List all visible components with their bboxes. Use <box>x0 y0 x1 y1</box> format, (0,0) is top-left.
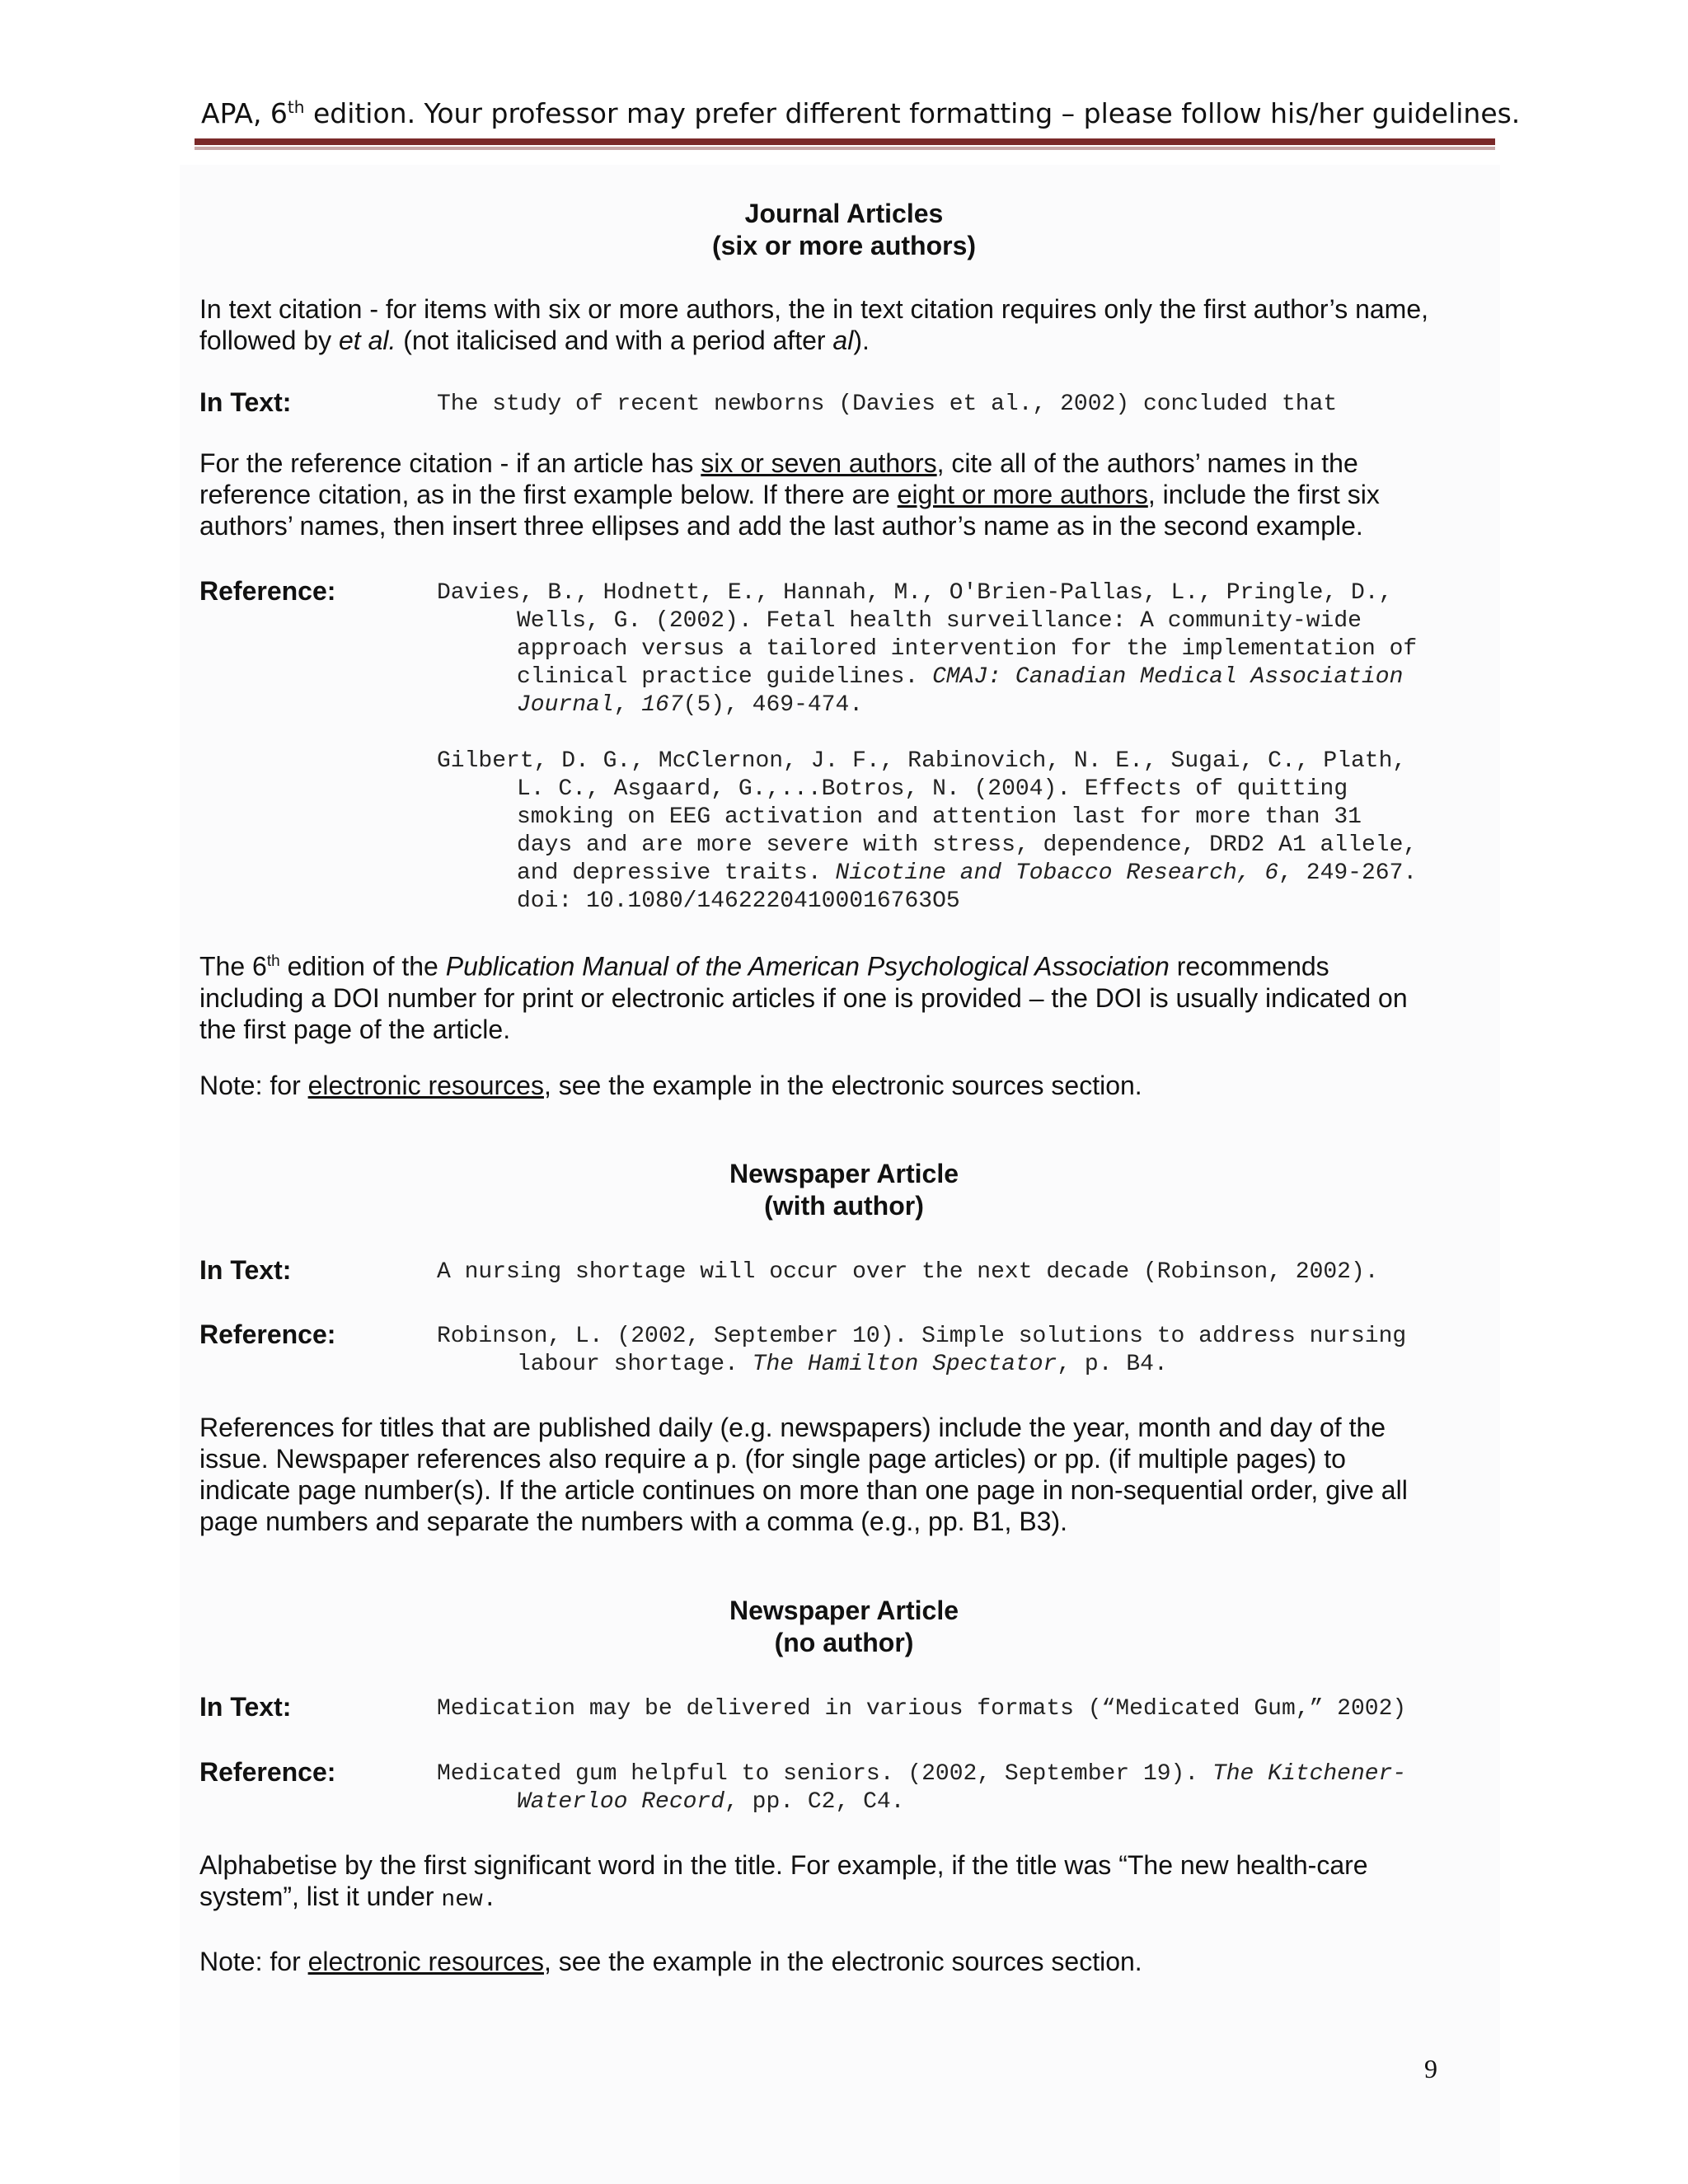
note-electronic-1: Note: for electronic resources, see the example in the electronic sources section. <box>199 1071 1142 1100</box>
doi-paragraph: The 6th edition of the Publication Manual of the American Psychological Association recommends including a DOI number for print or electronic articles if one is provided – the DOI is usually indicated on the first page of the article. <box>199 951 1408 1044</box>
electronic-resources-link[interactable]: electronic resources <box>307 1947 544 1976</box>
section-subtitle: (six or more authors) <box>711 231 977 260</box>
section-subtitle: (with author) <box>764 1191 924 1221</box>
in-text-label: In Text: <box>199 387 292 417</box>
reference-explanation: For the reference citation - if an article has six or seven authors, cite all of the authors’ names in the reference citation, as in the first example below. If there are eight or more authors, include the first six authors’ names, then insert three ellipses and add the last author’s name as in the second example. <box>199 448 1380 541</box>
in-text-label: In Text: <box>199 1692 292 1722</box>
in-text-label: In Text: <box>199 1255 292 1285</box>
note-electronic-2: Note: for electronic resources, see the example in the electronic sources section. <box>199 1947 1142 1976</box>
header-rule-shadow <box>195 147 1495 150</box>
page-number: 9 <box>1424 2054 1437 2083</box>
section-title: Newspaper Article <box>729 1596 959 1625</box>
section-newspaper-noauthor-heading <box>201 1595 1487 1659</box>
reference-label: Reference: <box>199 1757 336 1787</box>
reference-medicated-gum: Medicated gum helpful to seniors. (2002, September 19). The Kitchener- Waterloo Record, pp. C2, C4. <box>437 1761 1407 1815</box>
section-newspaper-author-heading <box>201 1158 1487 1222</box>
in-text-example: Medication may be delivered in various formats (“Medicated Gum,” 2002) <box>437 1696 1407 1722</box>
reference-label: Reference: <box>199 1319 336 1349</box>
section-subtitle: (no author) <box>774 1628 914 1657</box>
header-rule <box>195 138 1495 145</box>
section-title: Journal Articles <box>744 199 944 228</box>
in-text-example: A nursing shortage will occur over the next decade (Robinson, 2002). <box>437 1259 1379 1285</box>
section-title: Newspaper Article <box>729 1159 959 1188</box>
newspaper-explanation: References for titles that are published daily (e.g. newspapers) include the year, month and day of the issue. Newspaper references also require a p. (for single page articles) or pp. (if multiple pages) to indicate page number(s). If the article continues on more than one page in non-sequential order, give all page numbers and separate the numbers with a comma (e.g., pp. B1, B3). <box>199 1413 1408 1536</box>
reference-gilbert: Gilbert, D. G., McClernon, J. F., Rabinovich, N. E., Sugai, C., Plath, L. C., Asgaard, G.,...Botros, N. (2004). Effects of quitting smoking on EEG activation and attention last for more than 31 days and are more severe with stress, dependence, DRD2 A1 allele, and depressive traits. Nicotine and Tobacco Research, 6, 249-267. doi: 10.1080/14622204100016763O5 <box>437 748 1418 914</box>
in-text-example: The study of recent newborns (Davies et al., 2002) concluded that <box>437 391 1338 417</box>
alphabetise-paragraph: Alphabetise by the first significant word in the title. For example, if the title was “The new health-care system”, list it under new. <box>199 1850 1368 1913</box>
reference-label: Reference: <box>199 576 336 606</box>
electronic-resources-link[interactable]: electronic resources <box>307 1071 544 1100</box>
reference-robinson: Robinson, L. (2002, September 10). Simple solutions to address nursing labour shortage. The Hamilton Spectator, p. B4. <box>437 1324 1407 1377</box>
intro-paragraph: In text citation - for items with six or more authors, the in text citation requires only the first author’s name, followed by et al. (not italicised and with a period after al). <box>199 294 1429 355</box>
page-header: APA, 6th edition. Your professor may prefer different formatting – please follow his/her guidelines. <box>201 97 1521 129</box>
reference-davies: Davies, B., Hodnett, E., Hannah, M., O'Brien-Pallas, L., Pringle, D., Wells, G. (2002). Fetal health surveillance: A community-wide approach versus a tailored intervention for the implementation of clinical practice guidelines. CMAJ: Canadian Medical Association Journal, 167(5), 469-474. <box>437 580 1418 718</box>
section-journal-heading <box>201 198 1487 262</box>
